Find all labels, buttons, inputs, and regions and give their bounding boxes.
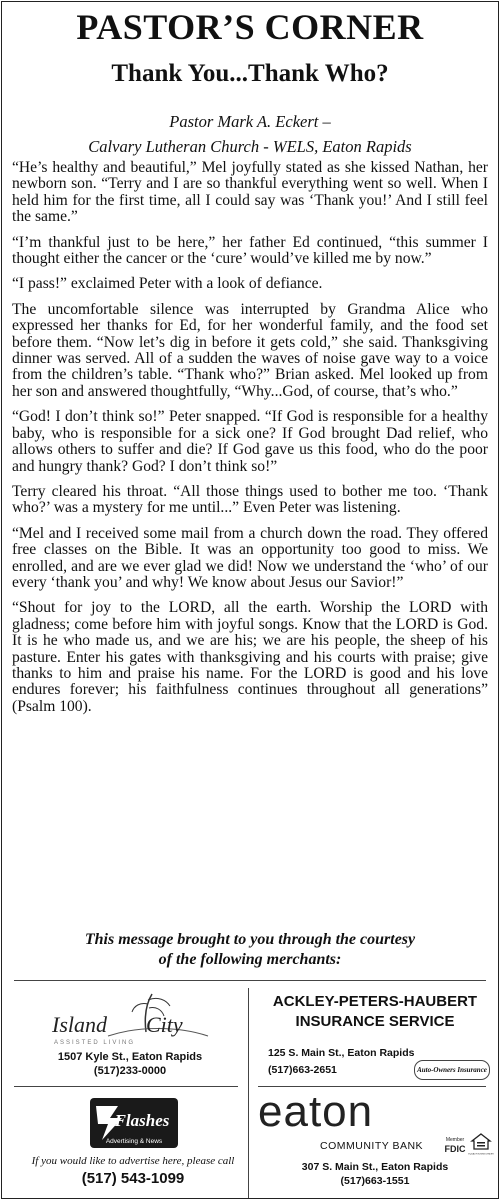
eaton-address: 307 S. Main St., Eaton Rapids [301,1161,449,1173]
fdic-text: FDIC [444,1144,466,1154]
aph-phone: (517)663-2651 [268,1064,337,1076]
courtesy-line-2: of the following merchants: [158,951,342,968]
paragraph: “God! I don’t think so!” Peter snapped. “If God is responsible for a healthy baby, who is responsible for a sick one? If God brought Dad relief, who allows others to suffer and die? If God gave us this food, who do the poor and hungry thank? God? I don’t think so!” [12,408,488,475]
eaton-logo-word: eaton [258,1087,374,1136]
paragraph: “I’m thankful just to be here,” her father Ed continued, “this summer I thought either the cancer or the ‘cure’ would’ve killed me by now.” [12,233,488,268]
aph-address: 125 S. Main St., Eaton Rapids [268,1047,415,1059]
advertise-cta: If you would like to advertise here, please call [31,1155,235,1167]
flashes-logo [88,1096,180,1150]
byline-author: Pastor Mark A. Eckert – [169,112,331,131]
eaton-subtitle: COMMUNITY BANK [320,1140,424,1152]
courtesy-line-1: This message brought to you through the courtesy [84,931,416,948]
aph-name-line-1: ACKLEY-PETERS-HAUBERT [272,993,478,1010]
island-city-logo [48,992,218,1046]
island-city-address: 1507 Kyle St., Eaton Rapids [57,1051,203,1063]
paragraph: Terry cleared his throat. “All those things used to bother me too. ‘Thank who?’ was a mystery for me until...” Even Peter was listening. [12,482,488,517]
aph-contact [268,1045,414,1079]
equal-housing-icon [470,1132,492,1156]
flashes-word: Flashes [114,1111,170,1130]
aph-name [252,992,498,1032]
article-subtitle: Thank You...Thank Who? [111,60,389,87]
page-title: PASTOR’S CORNER [76,7,424,47]
island-city-contact [20,1050,240,1078]
island-city-phone: (517)233-0000 [93,1065,167,1077]
byline-church: Calvary Lutheran Church - WELS, Eaton Rapids [88,137,412,156]
paragraph: “I pass!” exclaimed Peter with a look of defiance. [12,275,323,293]
sponsor-top-rule [14,980,486,981]
ehl-text: EQUAL HOUSING LENDER [468,1153,494,1156]
paragraph: “Shout for joy to the LORD, all the earth. Worship the LORD with gladness; come before him with joyful songs. Know that the LORD is God. It is he who made us, and we are his; we are his people, the sheep of his pasture. Enter his gates with thanksgiving and his courts with praise; give thanks to him and praise his name. For the LORD is good and his love endures forever; his faithfulness continues throughout all generations” (Psalm 100). [12,599,488,715]
paragraph: “Mel and I received some mail from a church down the road. They offered free classes on the Bible. It was an opportunity too good to miss. We enrolled, and are we ever glad we did! Now we understand the ‘who’ of our every ‘thank you’ and why! We know about Jesus our Savior!” [12,524,488,591]
article-body [12,160,488,724]
island-city-word-2: City [146,1012,183,1037]
island-city-word-1: Island [52,1012,107,1037]
paragraph: “He’s healthy and beautiful,” Mel joyfully stated as she kissed Nathan, her newborn son. “Terry and I are so thankful everything went so well. When I held him for the first time, all I could say was ‘Thank you!’ And I still feel the same.” [12,159,488,226]
island-city-tagline: ASSISTED LIVING [54,1040,136,1046]
auto-owners-logo: Auto-Owners Insurance [414,1060,490,1080]
advertise-phone: (517) 543-1099 [81,1170,185,1187]
fdic-logo [442,1135,468,1155]
aph-name-line-2: INSURANCE SERVICE [295,1013,455,1030]
eaton-phone: (517)663-1551 [340,1175,410,1187]
flashes-sub: Advertising & News [105,1138,163,1145]
courtesy-note [0,930,500,970]
fdic-member: Member [445,1137,465,1143]
sponsor-mid-rule-left [14,1086,238,1087]
eaton-contact [252,1160,498,1188]
paragraph: The uncomfortable silence was interrupted by Grandma Alice who expressed her thanks for Ed, for her wonderful family, and the food set before them. “Now let’s dig in before it gets cold,” she said. Thanksgiving dinner was served. All of a sudden the waves of noise gave way to a voice from the children’s table. “Thank who?” Brian asked. Mel looked up from her son and answered thoughtfully, “Why...God, of course, that’s who.” [12,300,488,400]
